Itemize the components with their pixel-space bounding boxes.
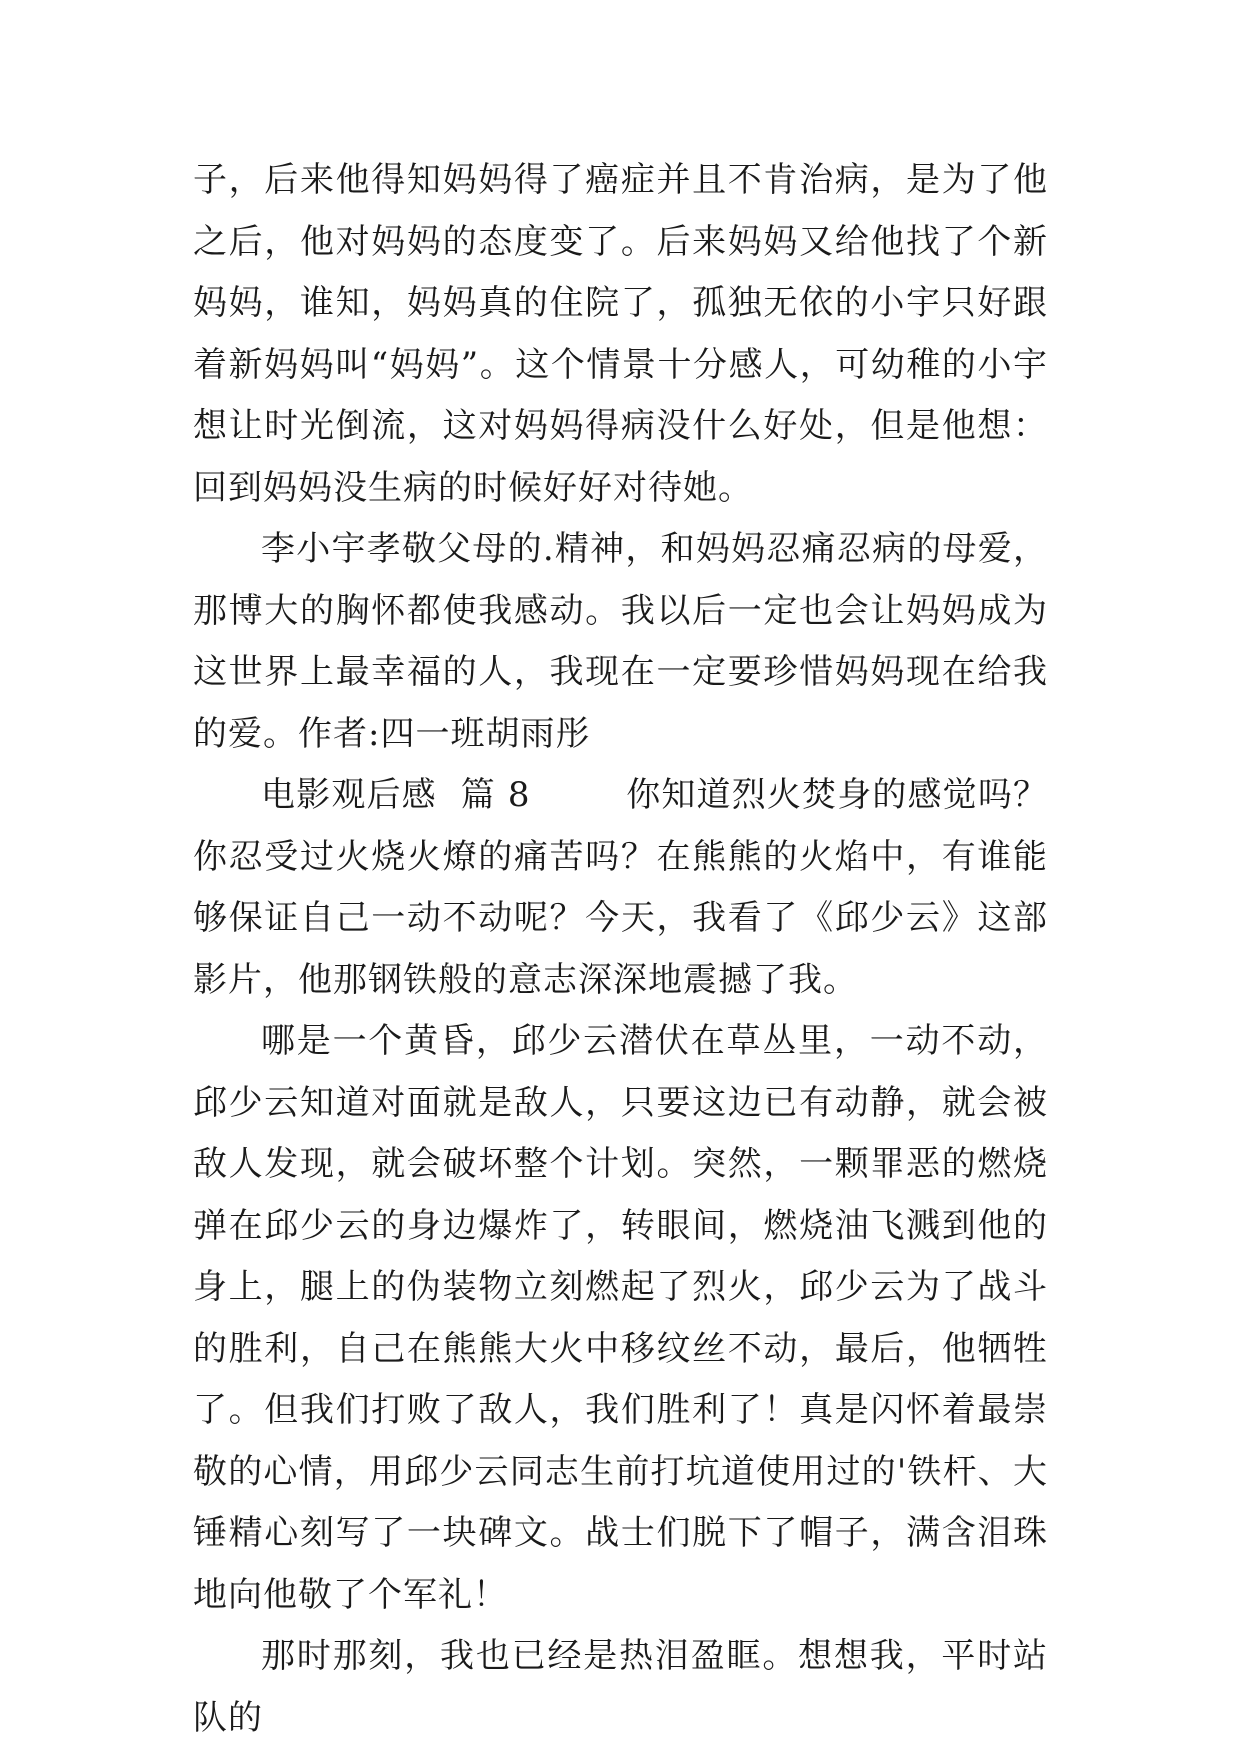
paragraph-5: 那时那刻，我也已经是热泪盈眶。想想我，平时站队的 (193, 1636, 1048, 1738)
paragraph-2: 李小宇孝敬父母的.精神，和妈妈忍痛忍病的母爱，那博大的胸怀都使我感动。我以后一定也会让妈妈成为这世界上最幸福的人，我现在一定要珍惜妈妈现在给我的爱。作者:四一班胡雨彤 (193, 529, 1048, 754)
paragraph-1: 子，后来他得知妈妈得了癌症并且不肯治病，是为了他之后，他对妈妈的态度变了。后来妈妈又给他找了个新妈妈，谁知，妈妈真的住院了，孤独无依的小宇只好跟着新妈妈叫“妈妈”。这个情景十分感人，可幼稚的小宇想让时光倒流，这对妈妈得病没什么好处，但是他想：回到妈妈没生病的时候好好对待她。 (193, 160, 1048, 508)
paragraph-3: 电影观后感 篇 8 你知道烈火焚身的感觉吗？你忍受过火烧火燎的痛苦吗？在熊熊的火焰中，有谁能够保证自己一动不动呢？今天，我看了《邱少云》这部影片，他那钢铁般的意志深深地震撼了我。 (193, 775, 1048, 1000)
document-body (193, 150, 1048, 1749)
paragraph-4: 哪是一个黄昏，邱少云潜伏在草丛里，一动不动，邱少云知道对面就是敌人，只要这边已有动静，就会被敌人发现，就会破坏整个计划。突然，一颗罪恶的燃烧弹在邱少云的身边爆炸了，转眼间，燃烧油飞溅到他的身上，腿上的伪装物立刻燃起了烈火，邱少云为了战斗的胜利，自己在熊熊大火中移纹丝不动，最后，他牺牲了。但我们打败了敌人，我们胜利了！真是闪怀着最崇敬的心情，用邱少云同志生前打坑道使用过的'铁杆、大锤精心刻写了一块碑文。战士们脱下了帽子，满含泪珠地向他敬了个军礼！ (193, 1021, 1048, 1615)
